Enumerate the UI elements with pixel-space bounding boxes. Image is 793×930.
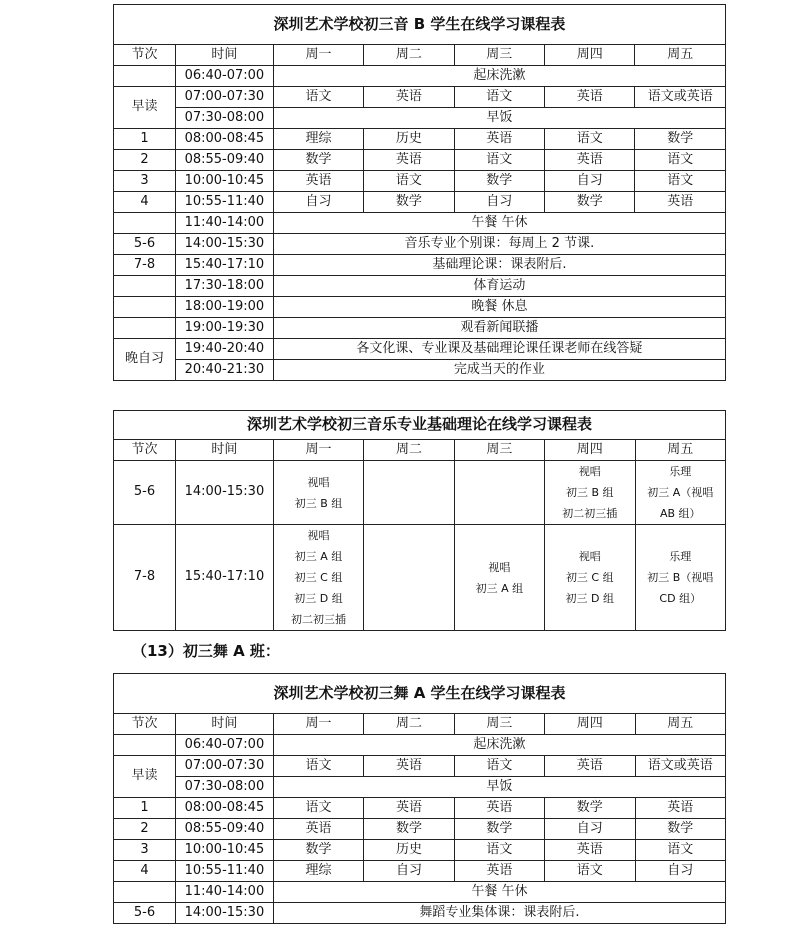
header-tue: 周二 <box>364 45 454 66</box>
period-cell: 7-8 <box>114 525 176 631</box>
cell-line: 初二初三插 <box>562 507 618 520</box>
time-cell: 06:40-07:00 <box>176 735 274 756</box>
time-cell: 10:55-11:40 <box>176 861 274 882</box>
subject-cell: 英语 <box>364 87 454 108</box>
period-cell: 早读 <box>114 756 176 798</box>
subject-cell: 语文 <box>273 87 363 108</box>
header-row <box>114 714 726 735</box>
subject-cell: 英语 <box>273 819 363 840</box>
subject-cell: 自习 <box>273 192 363 213</box>
time-cell: 11:40-14:00 <box>176 882 274 903</box>
empty-cell <box>364 525 454 631</box>
period-cell: 1 <box>114 798 176 819</box>
activity-cell: 午餐 午休 <box>273 213 725 234</box>
header-tue: 周二 <box>364 714 454 735</box>
activity-cell: 观看新闻联播 <box>273 318 725 339</box>
activity-cell: 午餐 午休 <box>273 882 725 903</box>
period-cell <box>114 66 176 87</box>
table-row <box>114 234 726 255</box>
period-cell: 7-8 <box>114 255 176 276</box>
subject-cell: 英语 <box>635 798 726 819</box>
subject-cell: 数学 <box>273 840 363 861</box>
subject-cell: 理综 <box>273 861 363 882</box>
header-fri: 周五 <box>635 714 726 735</box>
cell-line: 初三 C 组 <box>294 571 343 584</box>
subject-cell: 数学 <box>454 819 544 840</box>
period-cell: 2 <box>114 819 176 840</box>
cell-line: 初三 B 组 <box>294 496 343 510</box>
activity-cell: 晚餐 休息 <box>273 297 725 318</box>
time-cell: 07:00-07:30 <box>176 87 274 108</box>
time-cell: 10:00-10:45 <box>176 171 274 192</box>
subject-cell: 历史 <box>364 129 454 150</box>
period-cell: 2 <box>114 150 176 171</box>
time-cell: 11:40-14:00 <box>176 213 274 234</box>
cell-line: 初三 D 组 <box>294 592 343 605</box>
subject-cell: 数学 <box>364 192 454 213</box>
subject-cell: 数学 <box>364 819 454 840</box>
subject-cell: 自习 <box>364 861 454 882</box>
subject-cell: 语文或英语 <box>635 756 726 777</box>
subject-cell: 语文 <box>454 87 544 108</box>
period-cell: 4 <box>114 861 176 882</box>
activity-cell: 早饭 <box>273 108 725 129</box>
header-fri: 周五 <box>635 45 726 66</box>
table-row <box>114 840 726 861</box>
period-cell: 5-6 <box>114 903 176 924</box>
subject-cell: 英语 <box>364 150 454 171</box>
subject-cell: 英语 <box>454 861 544 882</box>
period-cell <box>114 318 176 339</box>
period-cell <box>114 276 176 297</box>
activity-cell: 舞蹈专业集体课：课表附后. <box>273 903 725 924</box>
table-row <box>114 819 726 840</box>
subject-cell: 英语 <box>635 192 726 213</box>
table-row <box>114 777 726 798</box>
period-cell: 早读 <box>114 87 176 129</box>
activity-cell: 起床洗漱 <box>273 66 725 87</box>
subject-cell: 语文 <box>273 798 363 819</box>
schedule-table-music-theory <box>113 410 726 631</box>
time-cell: 20:40-21:30 <box>176 360 274 381</box>
table-row <box>114 461 726 525</box>
table-row <box>114 360 726 381</box>
table-row <box>114 525 726 631</box>
cell-line: 初三 A（视唱 <box>647 486 714 499</box>
table-row <box>114 66 726 87</box>
table-row <box>114 108 726 129</box>
cell-line: 乐理 <box>669 550 692 563</box>
table-row <box>114 129 726 150</box>
table-row <box>114 756 726 777</box>
table-row <box>114 798 726 819</box>
cell-line: 视唱 <box>307 475 330 489</box>
header-period: 节次 <box>114 45 176 66</box>
time-cell: 10:55-11:40 <box>176 192 274 213</box>
period-cell <box>114 213 176 234</box>
time-cell: 07:30-08:00 <box>176 108 274 129</box>
class-cell <box>545 461 635 525</box>
table-row <box>114 297 726 318</box>
header-row <box>114 45 726 66</box>
subject-cell: 英语 <box>545 840 635 861</box>
cell-line: 视唱 <box>578 550 601 563</box>
time-cell: 14:00-15:30 <box>176 234 274 255</box>
table-row <box>114 903 726 924</box>
class-cell <box>273 461 363 525</box>
period-cell: 5-6 <box>114 461 176 525</box>
cell-line: AB 组） <box>659 507 701 520</box>
header-thu: 周四 <box>545 440 635 461</box>
subject-cell: 历史 <box>364 840 454 861</box>
header-time: 时间 <box>176 440 274 461</box>
subject-cell: 数学 <box>545 798 635 819</box>
activity-cell: 早饭 <box>273 777 725 798</box>
cell-line: 视唱 <box>307 529 330 542</box>
header-tue: 周二 <box>364 440 454 461</box>
cell-line: 初三 B 组 <box>566 486 614 499</box>
subject-cell: 英语 <box>545 150 635 171</box>
time-cell: 14:00-15:30 <box>176 461 274 525</box>
subject-cell: 自习 <box>454 192 544 213</box>
cell-line: 视唱 <box>488 560 511 574</box>
time-cell: 07:00-07:30 <box>176 756 274 777</box>
time-cell: 18:00-19:00 <box>176 297 274 318</box>
header-wed: 周三 <box>454 440 544 461</box>
header-wed: 周三 <box>454 714 544 735</box>
cell-line: CD 组） <box>659 592 702 605</box>
period-cell: 1 <box>114 129 176 150</box>
table-row <box>114 276 726 297</box>
table-row <box>114 213 726 234</box>
table-row <box>114 255 726 276</box>
subject-cell: 英语 <box>545 87 635 108</box>
schedule-table-music-b <box>113 4 726 381</box>
activity-cell: 体育运动 <box>273 276 725 297</box>
table-row <box>114 882 726 903</box>
subject-cell: 理综 <box>273 129 363 150</box>
subject-cell: 语文 <box>364 171 454 192</box>
activity-cell: 完成当天的作业 <box>273 360 725 381</box>
empty-cell <box>364 461 454 525</box>
period-cell <box>114 735 176 756</box>
class-cell <box>273 525 363 631</box>
schedule-table-dance-a <box>113 673 726 924</box>
table-row <box>114 735 726 756</box>
subject-cell: 数学 <box>273 150 363 171</box>
header-thu: 周四 <box>545 714 635 735</box>
subject-cell: 语文 <box>545 129 635 150</box>
activity-cell: 音乐专业个别课：每周上 2 节课. <box>273 234 725 255</box>
activity-cell: 起床洗漱 <box>273 735 725 756</box>
period-cell: 3 <box>114 171 176 192</box>
time-cell: 19:40-20:40 <box>176 339 274 360</box>
subject-cell: 数学 <box>635 129 726 150</box>
time-cell: 15:40-17:10 <box>176 525 274 631</box>
subject-cell: 英语 <box>273 171 363 192</box>
cell-line: 初三 D 组 <box>565 592 615 605</box>
time-cell: 08:00-08:45 <box>176 798 274 819</box>
activity-cell: 各文化课、专业课及基础理论课任课老师在线答疑 <box>273 339 725 360</box>
period-cell <box>114 882 176 903</box>
subject-cell: 数学 <box>454 171 544 192</box>
subject-cell: 数学 <box>635 819 726 840</box>
period-cell <box>114 297 176 318</box>
subject-cell: 语文 <box>635 840 726 861</box>
subject-cell: 自习 <box>635 861 726 882</box>
cell-line: 初三 C 组 <box>565 571 614 584</box>
header-time: 时间 <box>176 45 274 66</box>
table-title: 深圳艺术学校初三音乐专业基础理论在线学习课程表 <box>114 411 726 440</box>
period-cell: 5-6 <box>114 234 176 255</box>
cell-line: 初三 A 组 <box>475 581 524 595</box>
activity-cell: 基础理论课：课表附后. <box>273 255 725 276</box>
empty-cell <box>454 461 544 525</box>
subject-cell: 英语 <box>545 756 635 777</box>
period-cell: 晚自习 <box>114 339 176 381</box>
header-thu: 周四 <box>545 45 635 66</box>
subject-cell: 语文 <box>454 756 544 777</box>
cell-line: 初二初三插 <box>291 613 347 626</box>
subject-cell: 英语 <box>454 798 544 819</box>
period-cell: 4 <box>114 192 176 213</box>
subject-cell: 数学 <box>545 192 635 213</box>
time-cell: 08:55-09:40 <box>176 819 274 840</box>
class-cell <box>545 525 635 631</box>
table-row <box>114 87 726 108</box>
time-cell: 19:00-19:30 <box>176 318 274 339</box>
class-cell <box>635 461 726 525</box>
subject-cell: 语文 <box>454 150 544 171</box>
time-cell: 07:30-08:00 <box>176 777 274 798</box>
table-row <box>114 192 726 213</box>
header-wed: 周三 <box>454 45 544 66</box>
table-title: 深圳艺术学校初三音 B 学生在线学习课程表 <box>114 5 726 45</box>
time-cell: 15:40-17:10 <box>176 255 274 276</box>
subject-cell: 语文或英语 <box>635 87 726 108</box>
header-period: 节次 <box>114 714 176 735</box>
header-period: 节次 <box>114 440 176 461</box>
subject-cell: 英语 <box>454 129 544 150</box>
header-mon: 周一 <box>273 714 363 735</box>
table-row <box>114 339 726 360</box>
subject-cell: 语文 <box>454 840 544 861</box>
header-mon: 周一 <box>273 440 363 461</box>
table-row <box>114 861 726 882</box>
time-cell: 08:55-09:40 <box>176 150 274 171</box>
time-cell: 08:00-08:45 <box>176 129 274 150</box>
subject-cell: 英语 <box>364 756 454 777</box>
subject-cell: 语文 <box>273 756 363 777</box>
cell-line: 乐理 <box>669 465 692 478</box>
subject-cell: 自习 <box>545 819 635 840</box>
time-cell: 10:00-10:45 <box>176 840 274 861</box>
header-mon: 周一 <box>273 45 363 66</box>
cell-line: 视唱 <box>578 465 601 478</box>
time-cell: 14:00-15:30 <box>176 903 274 924</box>
subject-cell: 语文 <box>635 150 726 171</box>
header-time: 时间 <box>176 714 274 735</box>
subject-cell: 自习 <box>545 171 635 192</box>
header-row <box>114 440 726 461</box>
table-title: 深圳艺术学校初三舞 A 学生在线学习课程表 <box>114 674 726 714</box>
time-cell: 17:30-18:00 <box>176 276 274 297</box>
cell-line: 初三 B（视唱 <box>647 571 714 584</box>
table-row <box>114 171 726 192</box>
table-row <box>114 318 726 339</box>
class-cell <box>635 525 726 631</box>
section-heading: （13）初三舞 A 班： <box>132 642 280 660</box>
class-cell <box>454 525 544 631</box>
header-fri: 周五 <box>635 440 726 461</box>
period-cell: 3 <box>114 840 176 861</box>
subject-cell: 语文 <box>545 861 635 882</box>
subject-cell: 英语 <box>364 798 454 819</box>
cell-line: 初三 A 组 <box>294 550 343 563</box>
time-cell: 06:40-07:00 <box>176 66 274 87</box>
subject-cell: 语文 <box>635 171 726 192</box>
table-row <box>114 150 726 171</box>
